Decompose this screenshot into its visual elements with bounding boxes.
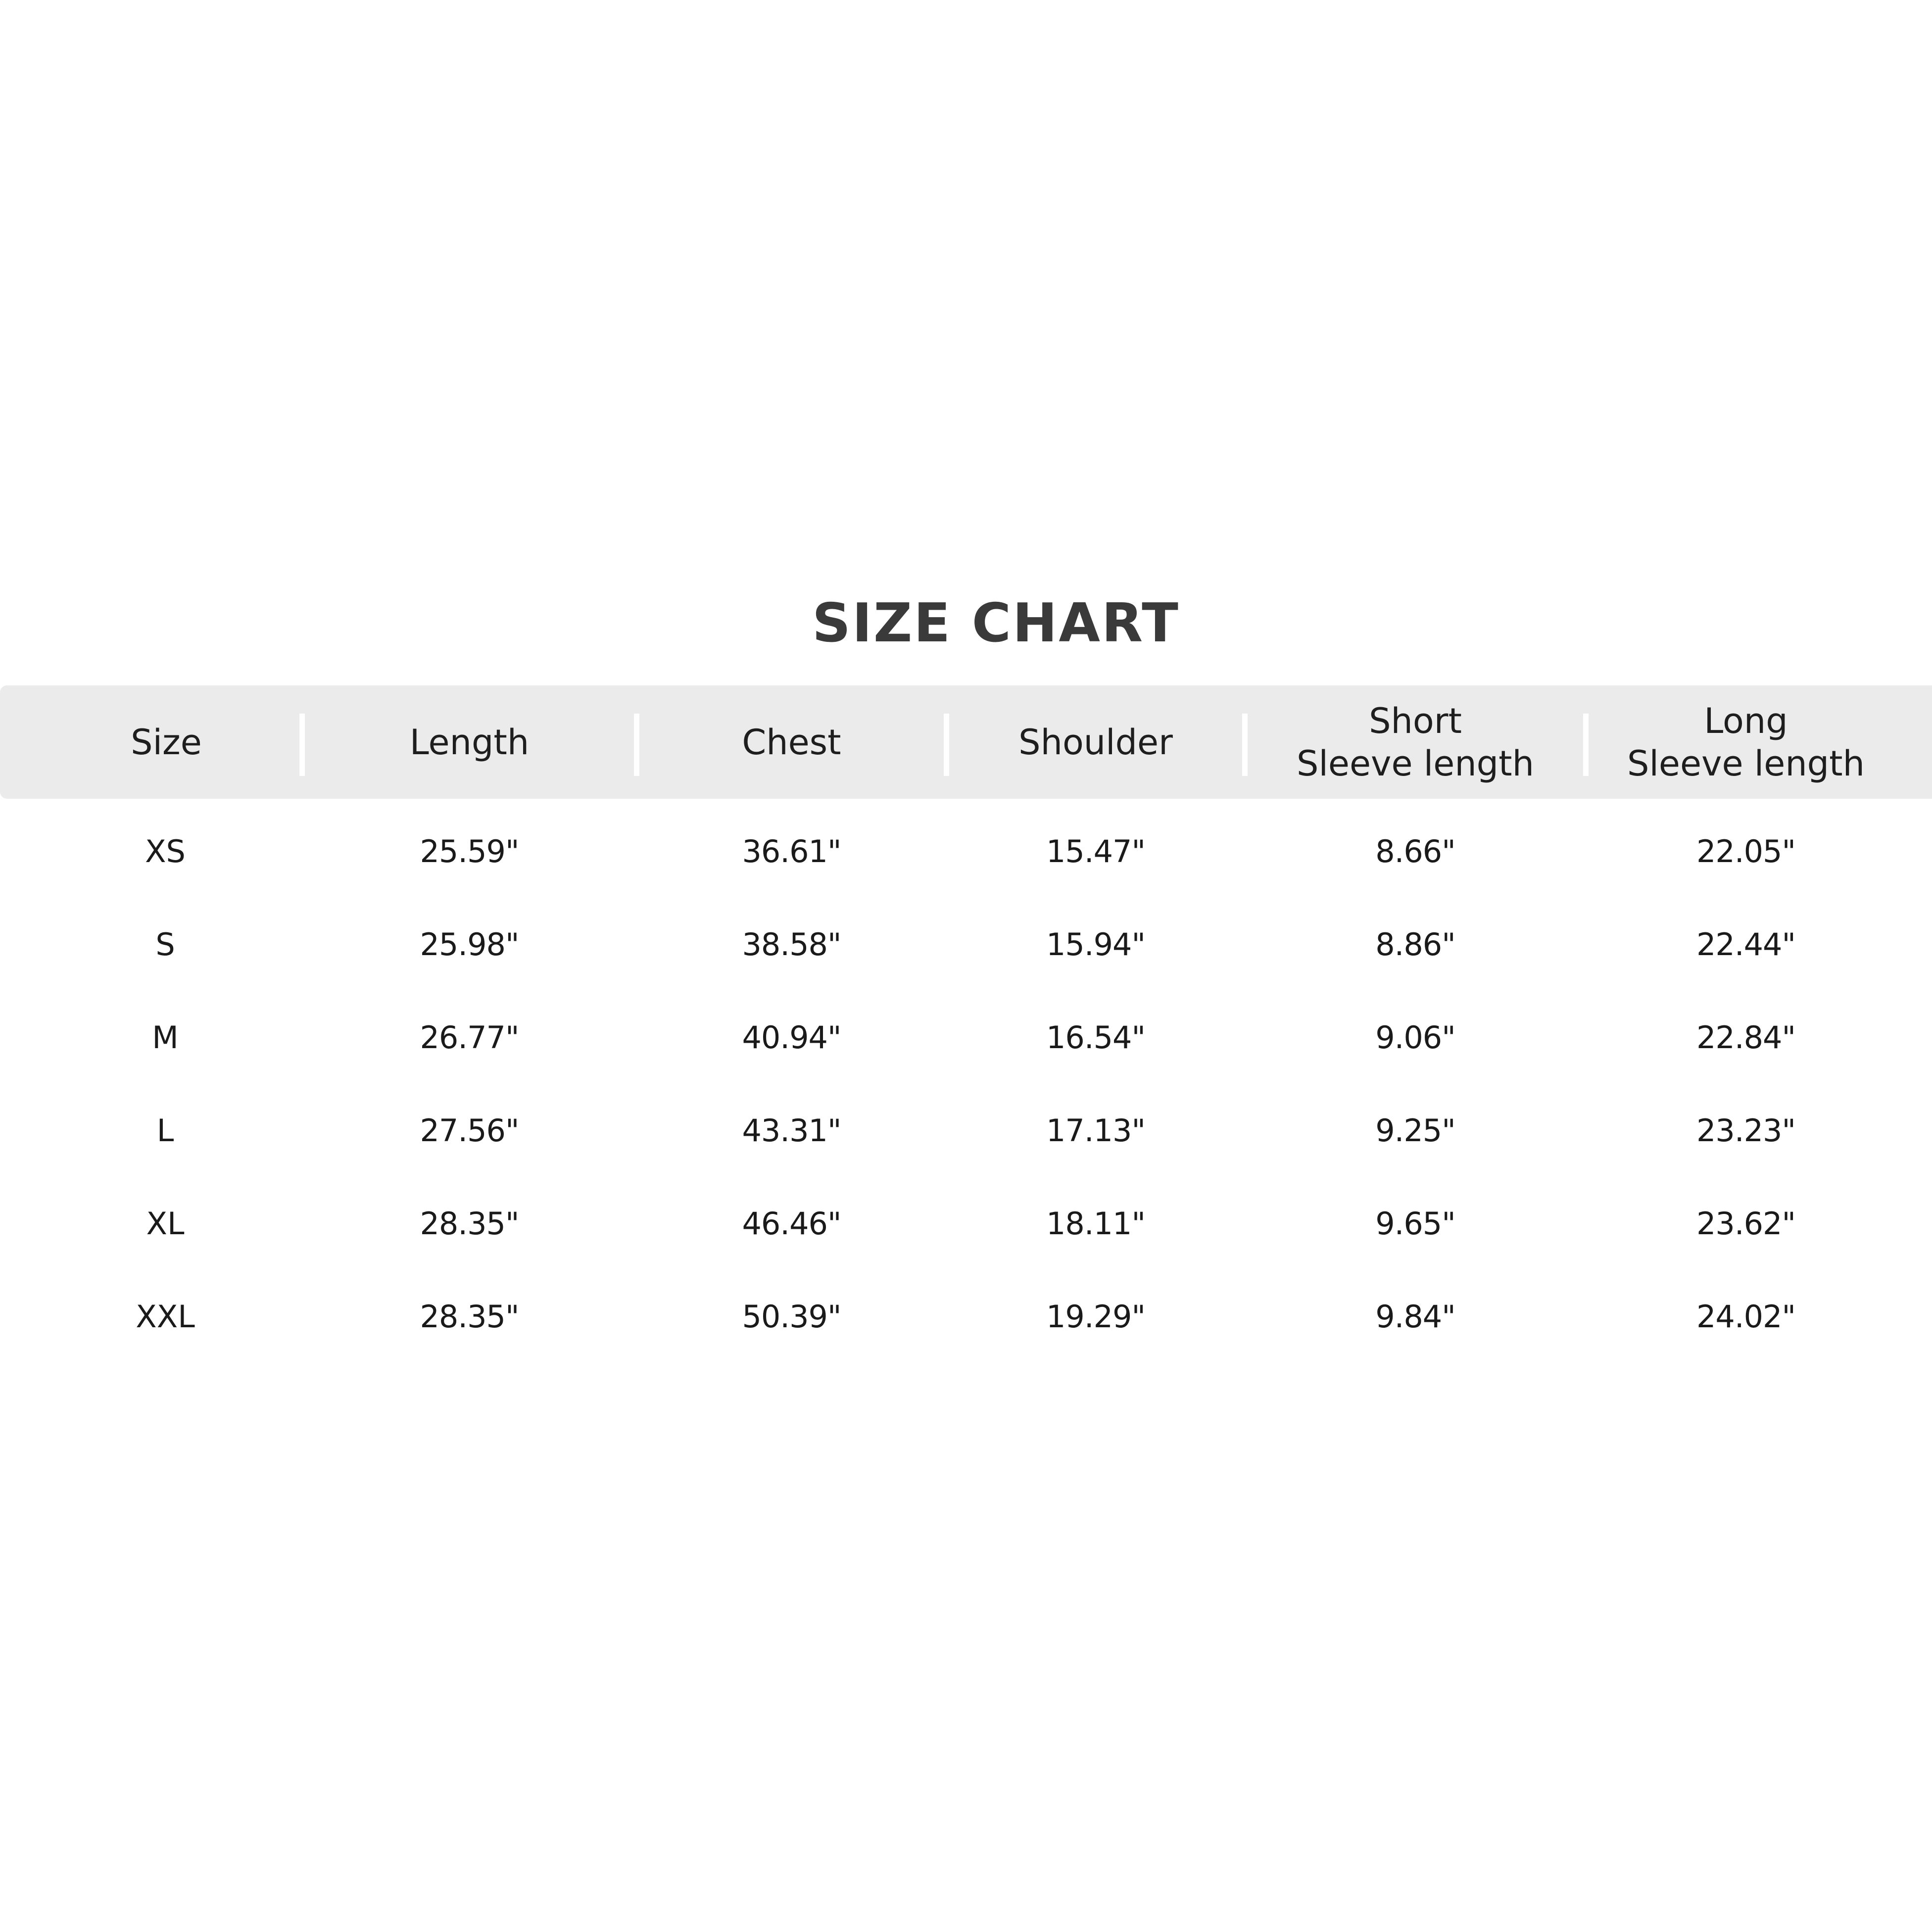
table-row (0, 814, 1932, 888)
cell-length: 25.59" (420, 833, 519, 869)
cell-long-sleeve: 22.44" (1696, 926, 1795, 963)
cell-shoulder: 15.94" (1046, 926, 1145, 963)
table-row (0, 1186, 1932, 1260)
cell-size: XXL (136, 1298, 195, 1335)
column-header-line1: Short (1369, 700, 1462, 741)
cell-chest: 46.46" (742, 1205, 841, 1242)
cell-short-sleeve: 9.06" (1375, 1019, 1455, 1056)
cell-short-sleeve: 9.25" (1375, 1112, 1455, 1149)
cell-chest: 43.31" (742, 1112, 841, 1149)
cell-shoulder: 19.29" (1046, 1298, 1145, 1335)
cell-short-sleeve: 8.66" (1375, 833, 1455, 869)
column-header-line2: Sleeve length (1297, 743, 1534, 784)
cell-length: 27.56" (420, 1112, 519, 1149)
cell-long-sleeve: 24.02" (1696, 1298, 1795, 1335)
cell-size: L (156, 1112, 174, 1149)
column-header-line1: Shoulder (1018, 722, 1173, 763)
cell-size: M (152, 1019, 179, 1056)
cell-shoulder: 15.47" (1046, 833, 1145, 869)
column-divider (634, 714, 639, 776)
column-divider (944, 714, 949, 776)
cell-size: S (155, 926, 175, 963)
column-header-line1: Chest (742, 722, 841, 763)
cell-short-sleeve: 9.65" (1375, 1205, 1455, 1242)
cell-chest: 38.58" (742, 926, 841, 963)
column-header-short-sleeve (1248, 685, 1583, 799)
table-row (0, 1279, 1932, 1353)
cell-length: 28.35" (420, 1298, 519, 1335)
cell-size: XL (146, 1205, 185, 1242)
cell-shoulder: 16.54" (1046, 1019, 1145, 1056)
column-header-long-sleeve (1589, 685, 1903, 799)
cell-length: 25.98" (420, 926, 519, 963)
cell-chest: 40.94" (742, 1019, 841, 1056)
column-header-chest (639, 685, 944, 799)
cell-length: 28.35" (420, 1205, 519, 1242)
cell-short-sleeve: 8.86" (1375, 926, 1455, 963)
cell-long-sleeve: 22.05" (1696, 833, 1795, 869)
cell-length: 26.77" (420, 1019, 519, 1056)
cell-shoulder: 18.11" (1046, 1205, 1145, 1242)
cell-chest: 36.61" (742, 833, 841, 869)
table-row (0, 1000, 1932, 1074)
column-divider (1583, 714, 1589, 776)
table-row (0, 907, 1932, 981)
cell-chest: 50.39" (742, 1298, 841, 1335)
column-divider (1242, 714, 1248, 776)
column-header-line1: Long (1704, 700, 1788, 741)
column-header-line1: Length (409, 722, 530, 763)
column-header-size (0, 685, 333, 799)
table-row (0, 1093, 1932, 1167)
column-header-line2: Sleeve length (1627, 743, 1865, 784)
cell-long-sleeve: 22.84" (1696, 1019, 1795, 1056)
column-header-shoulder (949, 685, 1242, 799)
cell-size: XS (145, 833, 186, 869)
cell-shoulder: 17.13" (1046, 1112, 1145, 1149)
cell-long-sleeve: 23.62" (1696, 1205, 1795, 1242)
cell-long-sleeve: 23.23" (1696, 1112, 1795, 1149)
cell-short-sleeve: 9.84" (1375, 1298, 1455, 1335)
column-header-line1: Size (131, 722, 202, 763)
column-header-length (305, 685, 634, 799)
page-title: SIZE CHART (812, 592, 1180, 654)
